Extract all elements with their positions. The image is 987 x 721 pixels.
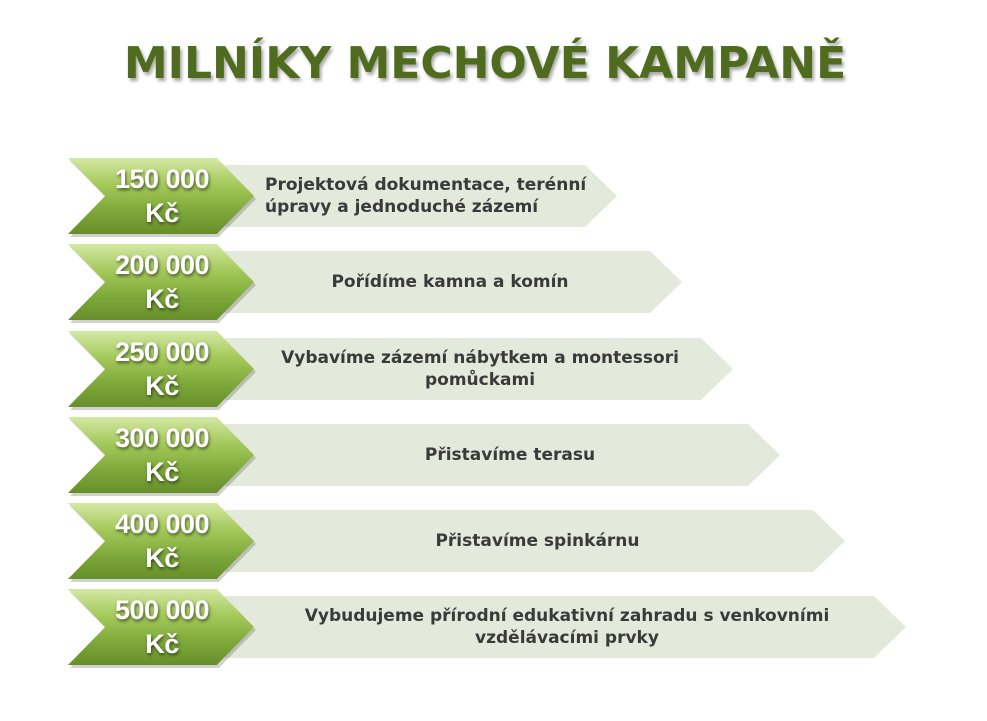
amount-value: 400 000 bbox=[114, 509, 210, 539]
milestone-amount bbox=[96, 593, 228, 661]
milestone-amount bbox=[96, 421, 228, 489]
milestone-row-500000 bbox=[0, 589, 987, 665]
amount-value: 300 000 bbox=[114, 423, 210, 453]
milestone-amount bbox=[96, 335, 228, 403]
amount-currency: Kč bbox=[145, 543, 179, 573]
amount-value: 150 000 bbox=[114, 164, 210, 194]
page-title: MILNÍKY MECHOVÉ KAMPANĚ bbox=[123, 38, 847, 89]
milestone-amount bbox=[96, 162, 228, 230]
amount-value: 200 000 bbox=[114, 250, 210, 280]
milestone-row-200000 bbox=[0, 244, 987, 320]
milestone-description: Přistavíme terasu bbox=[424, 445, 596, 465]
milestone-description: Vybavíme zázemí nábytkem a montessori pomůckami bbox=[281, 348, 679, 390]
milestone-row-150000 bbox=[0, 158, 987, 234]
amount-currency: Kč bbox=[145, 284, 179, 314]
milestone-row-300000 bbox=[0, 417, 987, 493]
milestone-amount bbox=[96, 248, 228, 316]
milestone-description: Vybudujeme přírodní edukativní zahradu s venkovními vzdělávacími prvky bbox=[304, 606, 830, 648]
milestone-row-400000 bbox=[0, 503, 987, 579]
amount-currency: Kč bbox=[145, 629, 179, 659]
amount-value: 500 000 bbox=[114, 595, 210, 625]
milestone-description: Pořídíme kamna a komín bbox=[331, 272, 569, 292]
milestone-description: Přistavíme spinkárnu bbox=[435, 531, 640, 551]
amount-currency: Kč bbox=[145, 198, 179, 228]
amount-currency: Kč bbox=[145, 457, 179, 487]
milestone-amount bbox=[96, 507, 228, 575]
amount-value: 250 000 bbox=[114, 337, 210, 367]
milestone-row-250000 bbox=[0, 331, 987, 407]
amount-currency: Kč bbox=[145, 371, 179, 401]
milestone-description: Projektová dokumentace, terénní úpravy a jednoduché zázemí bbox=[265, 175, 587, 217]
